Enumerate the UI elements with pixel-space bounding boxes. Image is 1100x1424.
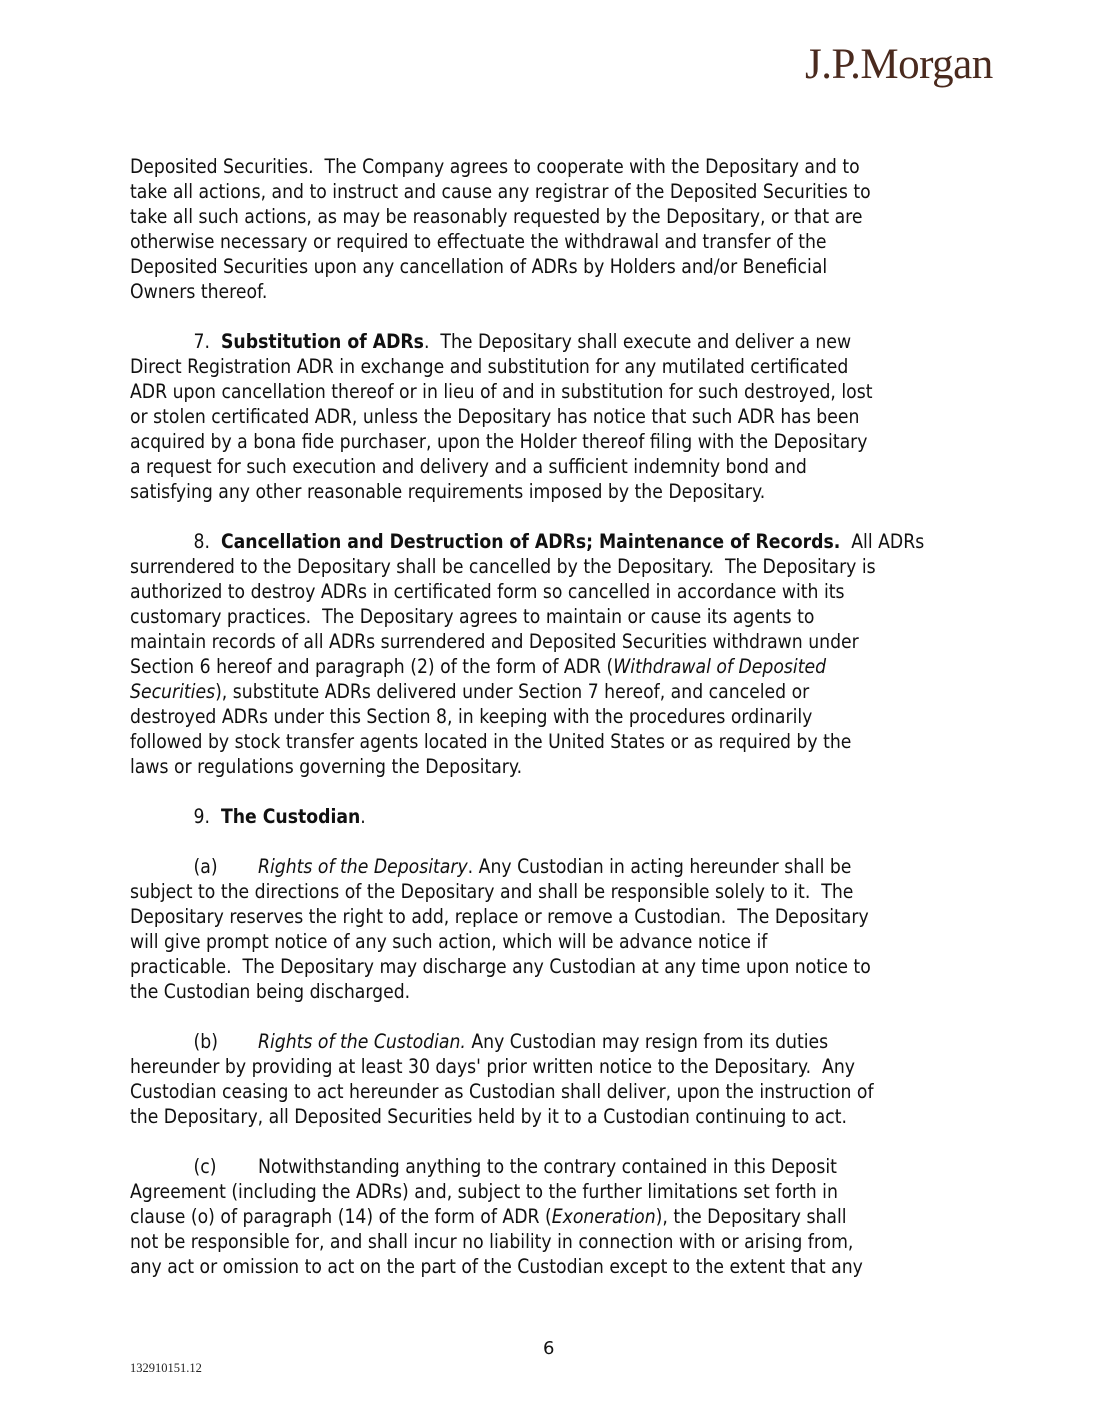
text-line: take all such actions, as may be reasonably requested by the Depositary, or that are — [130, 205, 863, 228]
subsection-b-first-line: (b) Rights of the Custodian. Any Custodian may resign from its duties — [193, 1030, 829, 1053]
text-line: satisfying any other reasonable requirements imposed by the Depositary. — [130, 480, 766, 503]
text-line: acquired by a bona fide purchaser, upon the Holder thereof filing with the Depositary — [130, 430, 868, 453]
text-line: Custodian ceasing to act hereunder as Custodian shall deliver, upon the instruction of — [130, 1080, 874, 1103]
text-line: clause (o) of paragraph (14) of the form of ADR (Exoneration), the Depositary shall — [130, 1205, 847, 1228]
italic-reference: Securities — [130, 680, 216, 703]
section-heading: Substitution of ADRs — [220, 330, 424, 353]
subsection-b — [130, 1029, 980, 1129]
text-line: laws or regulations governing the Depositary. — [130, 755, 523, 778]
italic-reference: Exoneration — [551, 1205, 656, 1228]
subsection-c-first-line: (c) Notwithstanding anything to the contrary contained in this Deposit — [193, 1155, 837, 1178]
section-heading: The Custodian — [220, 805, 361, 828]
text-line: surrendered to the Depositary shall be cancelled by the Depositary. The Depositary is — [130, 555, 876, 578]
text-line: Securities), substitute ADRs delivered under Section 7 hereof, and canceled or — [130, 680, 810, 703]
subsection-title: Rights of the Depositary — [257, 855, 468, 878]
text-line: will give prompt notice of any such action, which will be advance notice if — [130, 930, 768, 953]
text-line: otherwise necessary or required to effectuate the withdrawal and transfer of the — [130, 230, 827, 253]
text-line: take all actions, and to instruct and cause any registrar of the Deposited Securities to — [130, 180, 871, 203]
text-line: the Depositary, all Deposited Securities held by it to a Custodian continuing to act. — [130, 1105, 847, 1128]
text-line: a request for such execution and delivery and a sufficient indemnity bond and — [130, 455, 807, 478]
subsection-label: (a) — [193, 855, 218, 878]
section-9-heading-line: 9. The Custodian. — [193, 805, 366, 828]
text-line: the Custodian being discharged. — [130, 980, 411, 1003]
text-line: authorized to destroy ADRs in certificated form so cancelled in accordance with its — [130, 580, 845, 603]
italic-reference: Withdrawal of Deposited — [613, 655, 827, 678]
text-line: Direct Registration ADR in exchange and substitution for any mutilated certificated — [130, 355, 849, 378]
text-line: followed by stock transfer agents located in the United States or as required by the — [130, 730, 852, 753]
text-line: subject to the directions of the Depositary and shall be responsible solely to it. The — [130, 880, 854, 903]
text-line: not be responsible for, and shall incur no liability in connection with or arising from, — [130, 1230, 854, 1253]
text-line: Deposited Securities. The Company agrees to cooperate with the Depositary and to — [130, 155, 860, 178]
text-line: Section 6 hereof and paragraph (2) of the form of ADR (Withdrawal of Deposited — [130, 655, 827, 678]
section-heading: Cancellation and Destruction of ADRs; Maintenance of Records. — [220, 530, 841, 553]
text-line: Deposited Securities upon any cancellation of ADRs by Holders and/or Beneficial — [130, 255, 828, 278]
continuation-paragraph — [130, 154, 980, 304]
text-line: hereunder by providing at least 30 days' prior written notice to the Depositary. Any — [130, 1055, 856, 1078]
section-number: 7. — [193, 330, 211, 353]
text-line: Depositary reserves the right to add, replace or remove a Custodian. The Depositary — [130, 905, 869, 928]
text-line: practicable. The Depositary may discharge any Custodian at any time upon notice to — [130, 955, 871, 978]
subsection-a-first-line: (a) Rights of the Depositary. Any Custodian in acting hereunder shall be — [193, 855, 852, 878]
jpmorgan-logo: J.P.Morgan — [805, 41, 993, 88]
text-line: ADR upon cancellation thereof or in lieu of and in substitution for such destroyed, lost — [130, 380, 873, 403]
section-7 — [130, 329, 980, 504]
text-line: maintain records of all ADRs surrendered and Deposited Securities withdrawn under — [130, 630, 859, 653]
subsection-c — [130, 1154, 980, 1279]
text-line: or stolen certificated ADR, unless the Depositary has notice that such ADR has been — [130, 405, 860, 428]
document-id: 132910151.12 — [130, 1361, 202, 1375]
text-line: customary practices. The Depositary agrees to maintain or cause its agents to — [130, 605, 815, 628]
subsection-label: (b) — [193, 1030, 218, 1053]
section-number: 8. — [193, 530, 211, 553]
section-8 — [130, 529, 980, 779]
subsection-label: (c) — [193, 1155, 217, 1178]
document-body — [130, 154, 980, 1279]
section-9 — [130, 804, 980, 1279]
text-line: destroyed ADRs under this Section 8, in keeping with the procedures ordinarily — [130, 705, 813, 728]
text-line: any act or omission to act on the part of the Custodian except to the extent that any — [130, 1255, 863, 1278]
text-line: Agreement (including the ADRs) and, subject to the further limitations set forth in — [130, 1180, 838, 1203]
section-8-first-line: 8. Cancellation and Destruction of ADRs; Maintenance of Records. All ADRs — [193, 530, 925, 553]
section-number: 9. — [193, 805, 211, 828]
section-7-first-line: 7. Substitution of ADRs. The Depositary shall execute and deliver a new — [193, 330, 852, 353]
subsection-title: Rights of the Custodian. — [257, 1030, 466, 1053]
subsection-a — [130, 854, 980, 1004]
page-number: 6 — [543, 1338, 555, 1359]
text-line: Owners thereof. — [130, 280, 268, 303]
